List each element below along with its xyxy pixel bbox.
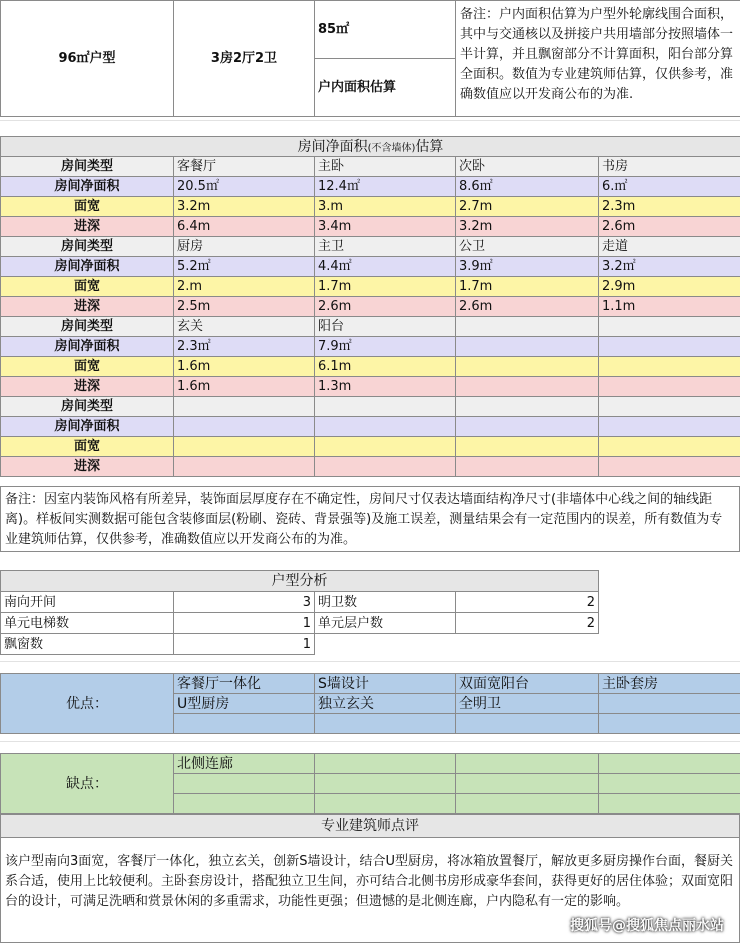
room-cell: [315, 437, 456, 457]
room-area-title-main: 房间净面积: [297, 138, 368, 155]
row-label: 面宽: [1, 277, 174, 297]
row-label: 面宽: [1, 357, 174, 377]
room-cell: [174, 397, 315, 417]
area-label: 户内面积估算: [315, 59, 456, 117]
elevator-label: 单元电梯数: [1, 613, 174, 634]
cons-item: [599, 754, 740, 774]
room-cell: [456, 437, 599, 457]
room-cell: 6.4m: [174, 217, 315, 237]
pros-item: 独立玄关: [315, 694, 456, 714]
watermark: 搜狐号@搜狐焦点丽水站: [570, 918, 724, 934]
analysis-title: 户型分析: [1, 571, 599, 592]
pros-item: 客餐厅一体化: [174, 674, 315, 694]
row-label: 房间净面积: [1, 417, 174, 437]
pros-item: S墙设计: [315, 674, 456, 694]
room-cell: 书房: [599, 157, 740, 177]
pros-item: 双面宽阳台: [456, 674, 599, 694]
room-cell: 3.4m: [315, 217, 456, 237]
pros-item: [599, 694, 740, 714]
room-cell: [315, 457, 456, 477]
row-label: 房间类型: [1, 317, 174, 337]
room-cell: 厨房: [174, 237, 315, 257]
room-cell: 3.2m: [174, 197, 315, 217]
cons-item: 北侧连廊: [174, 754, 315, 774]
row-label: 房间类型: [1, 397, 174, 417]
cons-item: [174, 794, 315, 814]
room-type-row: [1, 397, 740, 417]
cons-item: [456, 774, 599, 794]
room-area-table: [0, 136, 740, 477]
room-cell: 3.2㎡: [599, 257, 740, 277]
room-cell: [599, 437, 740, 457]
room-width-row: [1, 197, 740, 217]
room-cell: 2.6m: [315, 297, 456, 317]
row-label: 进深: [1, 457, 174, 477]
room-type-row: [1, 237, 740, 257]
area-note: 备注：户内面积估算为户型外轮廓线围合面积，其中与交通核以及拼接户共用墙部分按照墙体一半计算，并且飘窗部分不计算面积，阳台部分算全面积。数值为专业建筑师估算，仅供参考，准确数值应以开发商公布的为准.: [456, 1, 740, 117]
room-cell: 主卫: [315, 237, 456, 257]
room-cell: 5.2㎡: [174, 257, 315, 277]
room-cell: [599, 397, 740, 417]
room-depth-row: [1, 217, 740, 237]
room-width-row: [1, 277, 740, 297]
room-cell: 2.5m: [174, 297, 315, 317]
room-cell: 4.4㎡: [315, 257, 456, 277]
room-cell: [456, 317, 599, 337]
room-area-title-suffix: 估算: [415, 138, 444, 155]
review-text: 该户型南向3面宽，客餐厅一体化，独立玄关，创新S墙设计，结合U型厨房，将冰箱放置餐厅，解放更多厨房操作台面，餐厨关系合适，使用上比较便利。主卧套房设计，搭配独立卫生间，亦可结合北侧书房形成豪华套间，获得更好的居住体验；双面宽阳台的设计，可满足洗晒和赏景休闲的多重需求，功能性更强；但遗憾的是北侧连廊，户内隐私有一定的影响。: [0, 837, 740, 943]
room-depth-row: [1, 457, 740, 477]
pros-item: [315, 714, 456, 734]
row-label: 面宽: [1, 197, 174, 217]
room-cell: 2.6m: [599, 217, 740, 237]
room-cell: 玄关: [174, 317, 315, 337]
units-per-floor-value: 2: [456, 613, 599, 634]
row-label: 面宽: [1, 437, 174, 457]
row-label: 房间净面积: [1, 337, 174, 357]
header-table: [0, 0, 740, 117]
room-cell: [599, 357, 740, 377]
room-cell: 8.6㎡: [456, 177, 599, 197]
room-type-row: [1, 157, 740, 177]
room-cell: 2.7m: [456, 197, 599, 217]
cons-item: [315, 754, 456, 774]
room-cell: [174, 417, 315, 437]
pros-label: 优点：: [1, 674, 174, 734]
cons-item: [174, 774, 315, 794]
row-label: 进深: [1, 297, 174, 317]
unit-type: 96㎡户型: [1, 1, 174, 117]
bright-bath-value: 2: [456, 592, 599, 613]
room-depth-row: [1, 377, 740, 397]
area-value: 85㎡: [315, 1, 456, 59]
cons-table: [0, 753, 740, 814]
cons-item: [456, 754, 599, 774]
room-layout: 3房2厅2卫: [174, 1, 315, 117]
room-area-row: [1, 337, 740, 357]
row-label: 房间净面积: [1, 257, 174, 277]
room-area-row: [1, 417, 740, 437]
pros-item: 全明卫: [456, 694, 599, 714]
room-cell: 主卧: [315, 157, 456, 177]
row-label: 房间净面积: [1, 177, 174, 197]
pros-table: [0, 673, 740, 734]
room-cell: 12.4㎡: [315, 177, 456, 197]
room-cell: 2.3㎡: [174, 337, 315, 357]
room-cell: 公卫: [456, 237, 599, 257]
cons-item: [599, 774, 740, 794]
room-cell: 次卧: [456, 157, 599, 177]
cons-item: [456, 794, 599, 814]
room-cell: [599, 417, 740, 437]
room-cell: 7.9㎡: [315, 337, 456, 357]
room-cell: [599, 377, 740, 397]
cons-item: [315, 774, 456, 794]
room-cell: 1.7m: [456, 277, 599, 297]
room-cell: [315, 397, 456, 417]
room-cell: 1.6m: [174, 377, 315, 397]
room-cell: [456, 457, 599, 477]
room-cell: [174, 457, 315, 477]
room-cell: 2.3m: [599, 197, 740, 217]
room-cell: [599, 317, 740, 337]
review-title: 专业建筑师点评: [0, 814, 740, 838]
pros-item: [456, 714, 599, 734]
room-cell: [456, 417, 599, 437]
room-cell: [456, 357, 599, 377]
room-cell: [456, 377, 599, 397]
room-cell: 1.7m: [315, 277, 456, 297]
elevator-value: 1: [174, 613, 315, 634]
room-cell: [174, 437, 315, 457]
south-bays-label: 南向开间: [1, 592, 174, 613]
bay-window-label: 飘窗数: [1, 634, 174, 655]
room-cell: 阳台: [315, 317, 456, 337]
room-cell: 客餐厅: [174, 157, 315, 177]
room-cell: 3.9㎡: [456, 257, 599, 277]
bright-bath-label: 明卫数: [315, 592, 456, 613]
cons-item: [599, 794, 740, 814]
pros-item: U型厨房: [174, 694, 315, 714]
cons-item: [315, 794, 456, 814]
room-area-row: [1, 257, 740, 277]
room-cell: 6.1m: [315, 357, 456, 377]
pros-item: [174, 714, 315, 734]
cons-label: 缺点：: [1, 754, 174, 814]
room-note: 备注：因室内装饰风格有所差异，装饰面层厚度存在不确定性，房间尺寸仅表达墙面结构净尺寸(非墙体中心线之间的轴线距离)。样板间实测数据可能包含装修面层(粉刷、瓷砖、背景强等)及施工误差，测量结果会有一定范围内的误差，所有数值为专业建筑师估算，仅供参考，准确数值应以开发商公布的为准。: [0, 486, 740, 552]
room-area-title-small: (不含墙体): [367, 142, 416, 154]
room-type-row: [1, 317, 740, 337]
units-per-floor-label: 单元层户数: [315, 613, 456, 634]
room-cell: 20.5㎡: [174, 177, 315, 197]
room-area-row: [1, 177, 740, 197]
room-cell: 3.m: [315, 197, 456, 217]
room-width-row: [1, 357, 740, 377]
room-cell: 3.2m: [456, 217, 599, 237]
room-cell: [599, 457, 740, 477]
room-cell: 走道: [599, 237, 740, 257]
pros-item: 主卧套房: [599, 674, 740, 694]
pros-item: [599, 714, 740, 734]
room-cell: [315, 417, 456, 437]
room-area-title: [1, 137, 740, 157]
room-cell: 2.m: [174, 277, 315, 297]
room-cell: 1.6m: [174, 357, 315, 377]
row-label: 房间类型: [1, 157, 174, 177]
south-bays-value: 3: [174, 592, 315, 613]
room-width-row: [1, 437, 740, 457]
room-depth-row: [1, 297, 740, 317]
room-cell: 1.1m: [599, 297, 740, 317]
room-cell: 6.㎡: [599, 177, 740, 197]
row-label: 进深: [1, 377, 174, 397]
room-cell: 1.3m: [315, 377, 456, 397]
analysis-table: [0, 570, 599, 655]
room-cell: 2.9m: [599, 277, 740, 297]
room-cell: [599, 337, 740, 357]
room-cell: [456, 337, 599, 357]
room-cell: [456, 397, 599, 417]
row-label: 进深: [1, 217, 174, 237]
row-label: 房间类型: [1, 237, 174, 257]
room-cell: 2.6m: [456, 297, 599, 317]
bay-window-value: 1: [174, 634, 315, 655]
